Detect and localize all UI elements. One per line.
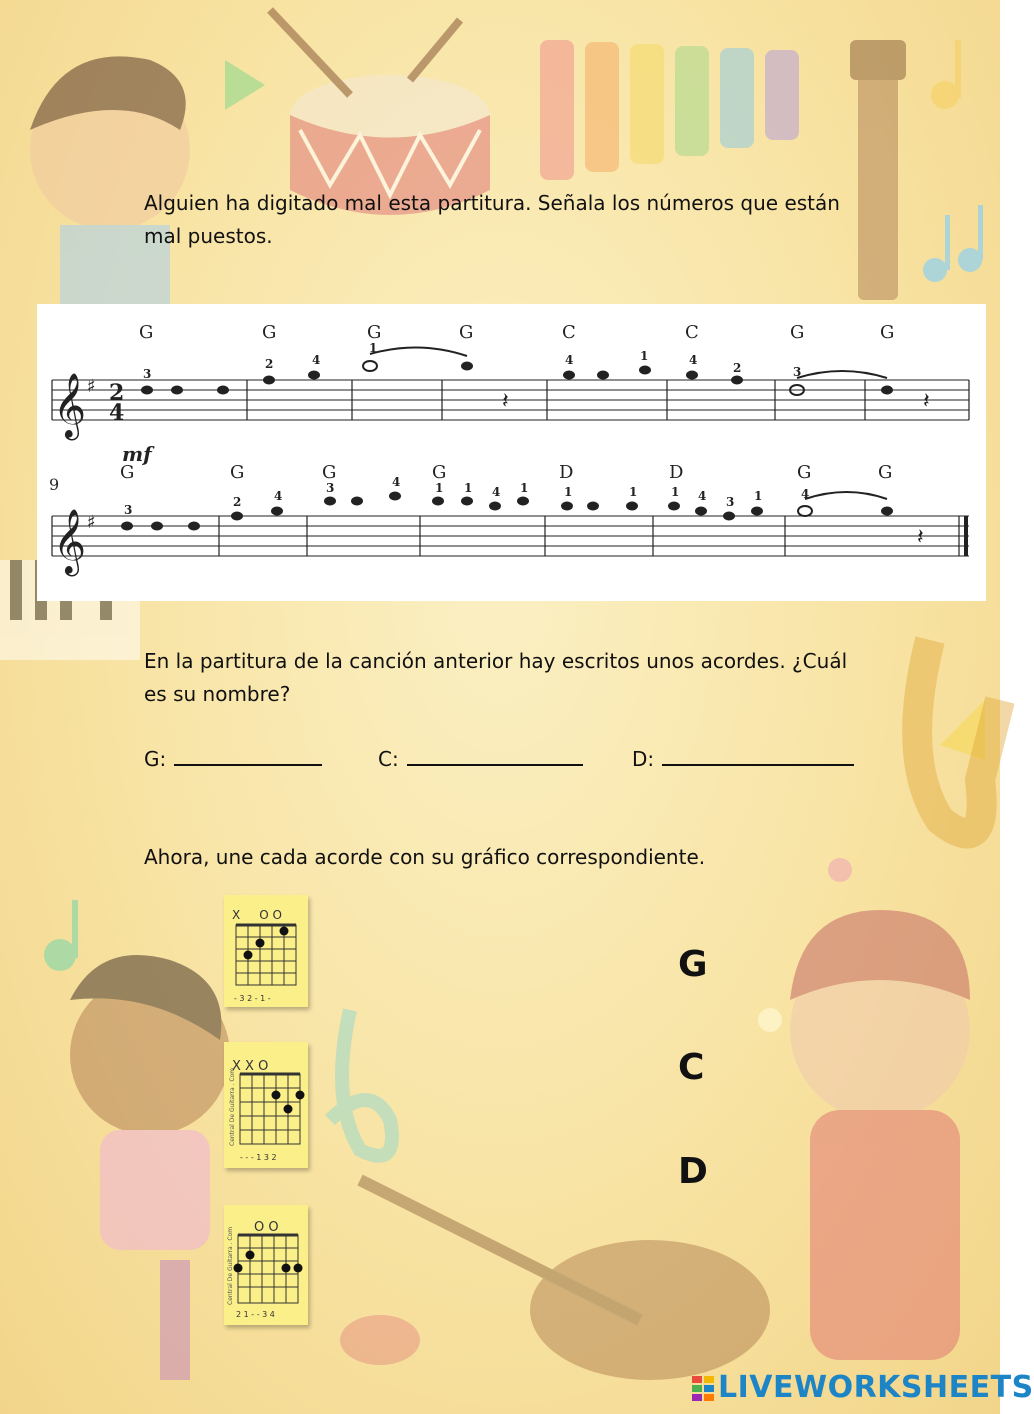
answer-line[interactable] (662, 744, 854, 766)
barlines (52, 380, 969, 556)
svg-text:3: 3 (726, 495, 735, 509)
time-signature-top: 2 (109, 380, 125, 406)
svg-text:G: G (139, 322, 154, 343)
answer-blank-c[interactable]: C: (378, 744, 583, 771)
svg-text:4: 4 (274, 489, 283, 503)
svg-text:4: 4 (312, 353, 321, 367)
svg-text:4: 4 (492, 485, 501, 499)
svg-text:G: G (262, 322, 277, 343)
svg-text:1: 1 (520, 481, 529, 495)
svg-text:𝄽: 𝄽 (923, 389, 930, 414)
svg-text:Central De Guitarra . Com: Central De Guitarra . Com (227, 1226, 234, 1305)
svg-text:1: 1 (464, 481, 473, 495)
svg-text:G: G (432, 462, 447, 483)
svg-text:G: G (797, 462, 812, 483)
svg-text:- 3 2 - 1 -: - 3 2 - 1 - (234, 994, 271, 1003)
svg-text:2: 2 (265, 357, 274, 371)
guitar-illustration (850, 40, 906, 300)
fingerings-row-1 (143, 341, 801, 381)
svg-text:G: G (790, 322, 805, 343)
svg-text:♯: ♯ (87, 376, 96, 397)
svg-text:D: D (559, 462, 574, 483)
answer-blank-d[interactable]: D: (632, 744, 854, 771)
svg-text:3: 3 (326, 481, 335, 495)
svg-text:- - - 1 3 2: - - - 1 3 2 (240, 1153, 277, 1162)
question-2-text: En la partitura de la canción anterior hay escritos unos acordes. ¿Cuál es su nombre? (144, 649, 848, 706)
chord-letter-d[interactable]: D (678, 1151, 708, 1192)
svg-text:G: G (880, 322, 895, 343)
boy-illustration (30, 56, 190, 305)
svg-text:1: 1 (629, 485, 638, 499)
chord-symbols-row-2 (120, 462, 892, 483)
question-3-text: Ahora, une cada acorde con su gráfico correspondiente. (144, 845, 706, 869)
dynamic-marking: mf (122, 442, 152, 466)
xylophone-illustration (540, 40, 799, 180)
answer-line[interactable] (174, 744, 322, 766)
svg-text:G: G (367, 322, 382, 343)
svg-text:O O: O O (254, 1220, 279, 1235)
violin-illustration (360, 1180, 770, 1380)
svg-text:♯: ♯ (87, 512, 96, 533)
svg-text:G: G (878, 462, 893, 483)
girl-dancing-illustration (70, 955, 230, 1380)
svg-text:G: G (120, 462, 135, 483)
svg-text:1: 1 (640, 349, 649, 363)
svg-text:4: 4 (392, 475, 401, 489)
svg-text:D: D (669, 462, 684, 483)
svg-text:C: C (562, 322, 576, 343)
svg-text:4: 4 (565, 353, 574, 367)
treble-clef-icon: 𝄞 (53, 509, 87, 574)
svg-text:2 1 - - 3 4: 2 1 - - 3 4 (236, 1310, 275, 1319)
liveworksheets-logo-icon (692, 1376, 714, 1402)
svg-text:G: G (230, 462, 245, 483)
svg-text:3: 3 (793, 365, 802, 379)
chord-letter-g[interactable]: G (678, 944, 708, 985)
chord-symbols-row-1 (139, 322, 894, 343)
svg-text:1: 1 (754, 489, 763, 503)
svg-text:𝄽: 𝄽 (917, 525, 924, 550)
svg-text:1: 1 (369, 341, 378, 355)
svg-text:4: 4 (801, 487, 810, 501)
svg-text:Central De Guitarra . Com: Central De Guitarra . Com (229, 1067, 236, 1146)
girl-singing-illustration (790, 910, 970, 1360)
svg-text:G: G (459, 322, 474, 343)
svg-text:1: 1 (435, 481, 444, 495)
chord-diagram-card-3[interactable] (224, 1205, 308, 1325)
svg-text:4: 4 (689, 353, 698, 367)
svg-text:2: 2 (733, 361, 742, 375)
answer-blank-g[interactable]: G: (144, 744, 322, 771)
score-staff (37, 304, 986, 601)
svg-text:X X O: X X O (232, 1059, 269, 1074)
svg-text:1: 1 (671, 485, 680, 499)
chord-diagram-card-2[interactable] (224, 1042, 308, 1168)
svg-text:1: 1 (564, 485, 573, 499)
treble-clef-icon: 𝄞 (53, 373, 87, 438)
chord-diagram-card-1[interactable] (224, 895, 308, 1007)
svg-text:3: 3 (143, 367, 152, 381)
drum-illustration (270, 10, 490, 215)
svg-text:2: 2 (233, 495, 242, 509)
measure-number: 9 (49, 475, 60, 494)
svg-text:4: 4 (698, 489, 707, 503)
svg-text:X O O: X O O (232, 908, 282, 922)
chord-letter-c[interactable]: C (678, 1047, 705, 1088)
question-1-text: Alguien ha digitado mal esta partitura. Señala los números que están mal puestos. (144, 191, 840, 248)
svg-text:𝄽: 𝄽 (502, 389, 509, 414)
brand-name: LIVEWORKSHEETS (718, 1370, 1034, 1405)
music-score (37, 304, 986, 601)
svg-text:C: C (685, 322, 699, 343)
svg-text:G: G (322, 462, 337, 483)
time-signature-bottom: 4 (109, 400, 125, 426)
svg-text:3: 3 (124, 503, 133, 517)
answer-line[interactable] (407, 744, 583, 766)
